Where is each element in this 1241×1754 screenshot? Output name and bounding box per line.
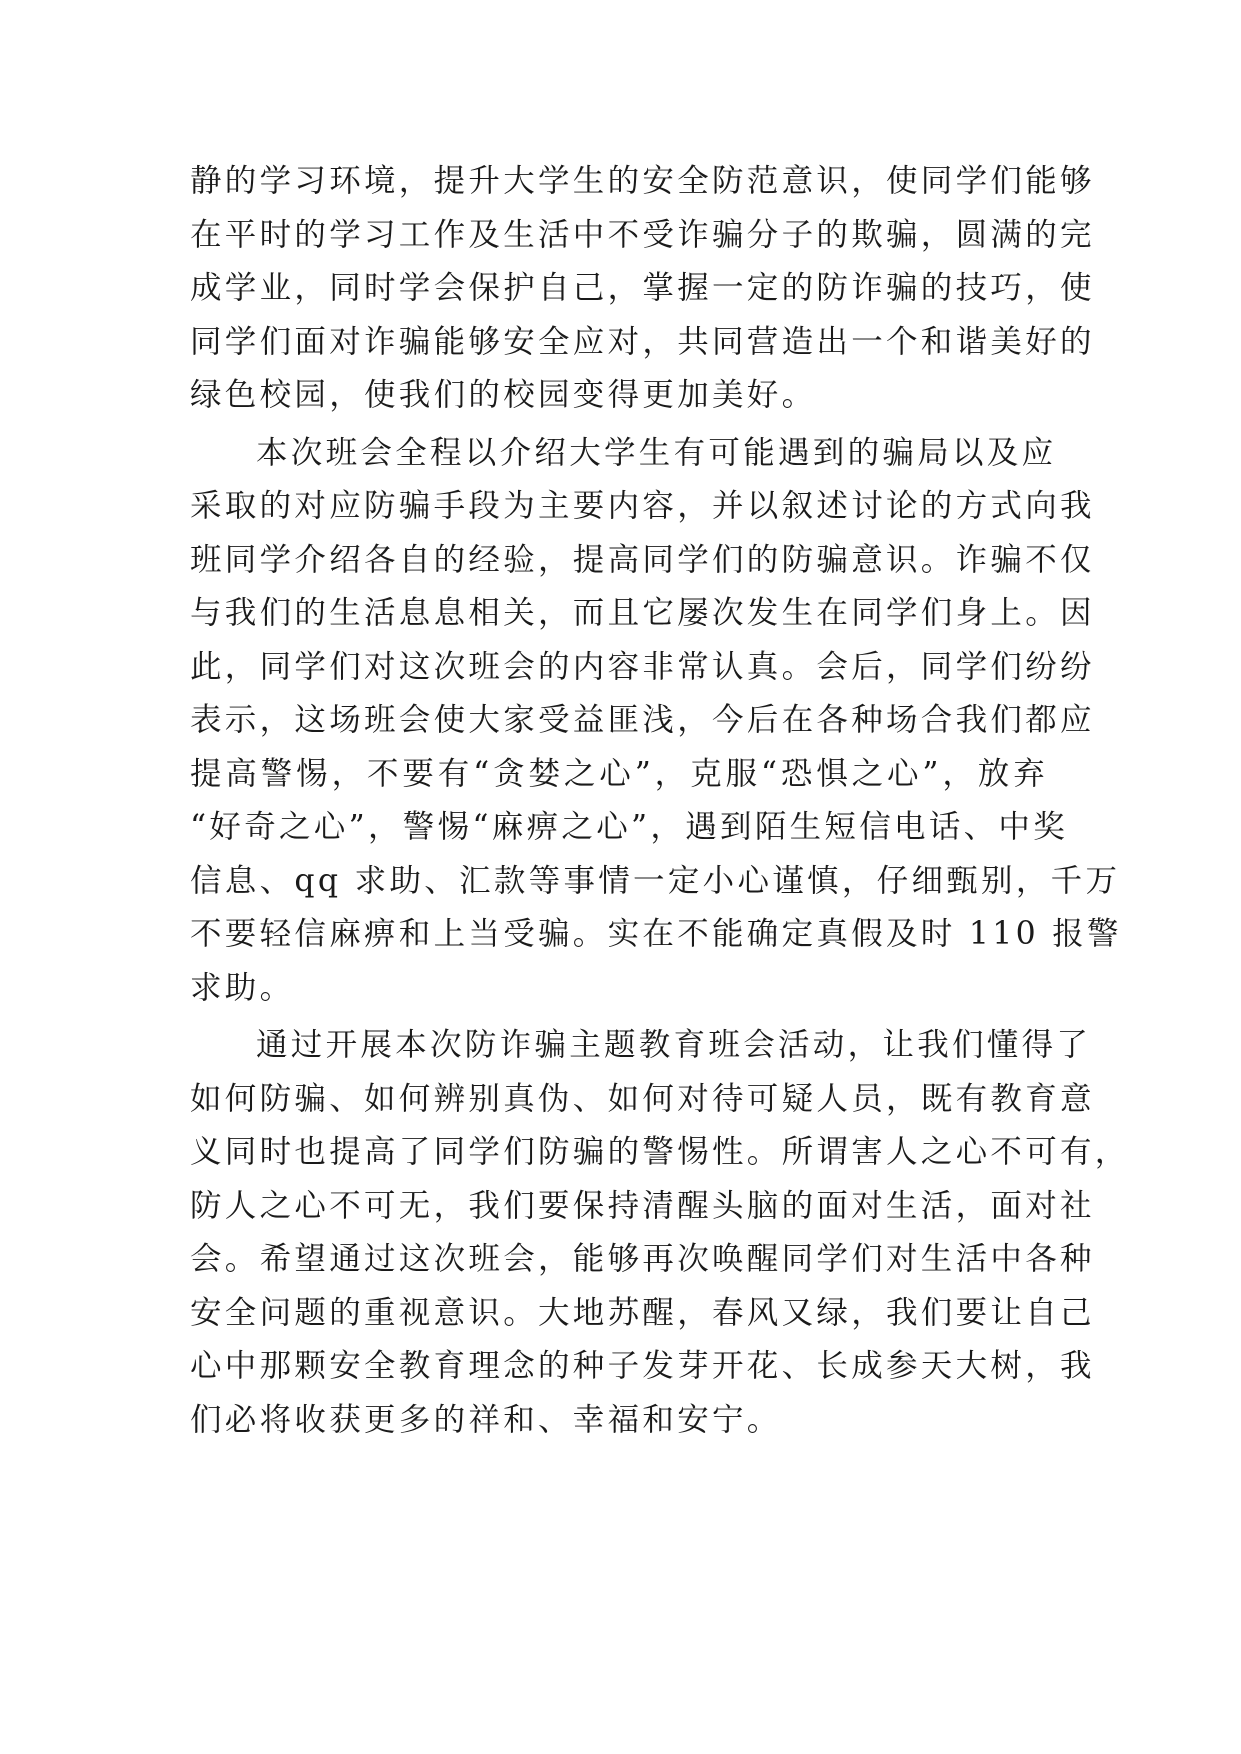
paragraph-3 [190, 1019, 1130, 1447]
paragraph-line: 信息、qq 求助、汇款等事情一定小心谨慎，仔细甄别，千万 [190, 862, 1121, 899]
paragraph-line: 通过开展本次防诈骗主题教育班会活动，让我们懂得了 [256, 1027, 1092, 1063]
paragraph-line: 采取的对应防骗手段为主要内容，并以叙述讨论的方式向我 [190, 488, 1095, 524]
paragraph-line: 静的学习环境，提升大学生的安全防范意识，使同学们能够 [190, 163, 1095, 199]
paragraph-line: 绿色校园，使我们的校园变得更加美好。 [190, 377, 817, 413]
paragraph-line: “好奇之心”，警惕“麻痹之心”，遇到陌生短信电话、中奖 [190, 809, 1069, 845]
paragraph-line: 表示，这场班会使大家受益匪浅，今后在各种场合我们都应 [190, 702, 1095, 738]
paragraph-line: 安全问题的重视意识。大地苏醒，春风又绿，我们要让自己 [190, 1294, 1095, 1331]
paragraph-line: 与我们的生活息息相关，而且它屡次发生在同学们身上。因 [190, 595, 1095, 631]
paragraph-line: 成学业，同时学会保护自己，掌握一定的防诈骗的技巧，使 [190, 270, 1095, 306]
paragraph-line: 义同时也提高了同学们防骗的警惕性。所谓害人之心不可有， [190, 1134, 1130, 1170]
paragraph-line: 会。希望通过这次班会，能够再次唤醒同学们对生活中各种 [190, 1241, 1095, 1277]
paragraph-2 [190, 427, 1122, 1016]
paragraph-line: 不要轻信麻痹和上当受骗。实在不能确定真假及时 110 报警 [190, 916, 1122, 952]
paragraph-line: 防人之心不可无，我们要保持清醒头脑的面对生活，面对社 [190, 1187, 1095, 1224]
paragraph-line: 此，同学们对这次班会的内容非常认真。会后，同学们纷纷 [190, 648, 1095, 685]
paragraph-line: 们必将收获更多的祥和、幸福和安宁。 [190, 1401, 782, 1438]
paragraph-line: 在平时的学习工作及生活中不受诈骗分子的欺骗，圆满的完 [190, 216, 1095, 253]
paragraph-line: 心中那颗安全教育理念的种子发芽开花、长成参天大树，我 [190, 1348, 1095, 1384]
paragraph-line: 求助。 [190, 969, 295, 1006]
paragraph-line: 本次班会全程以介绍大学生有可能遇到的骗局以及应 [256, 434, 1057, 471]
paragraph-line: 班同学介绍各自的经验，提高同学们的防骗意识。诈骗不仅 [190, 541, 1095, 578]
paragraph-line: 同学们面对诈骗能够安全应对，共同营造出一个和谐美好的 [190, 323, 1095, 360]
paragraph-line: 提高警惕，不要有“贪婪之心”，克服“恐惧之心”，放弃 [190, 755, 1048, 792]
paragraph-line: 如何防骗、如何辨别真伪、如何对待可疑人员，既有教育意 [190, 1080, 1095, 1117]
paragraph-1 [190, 155, 1095, 423]
document-body [190, 155, 1130, 1451]
